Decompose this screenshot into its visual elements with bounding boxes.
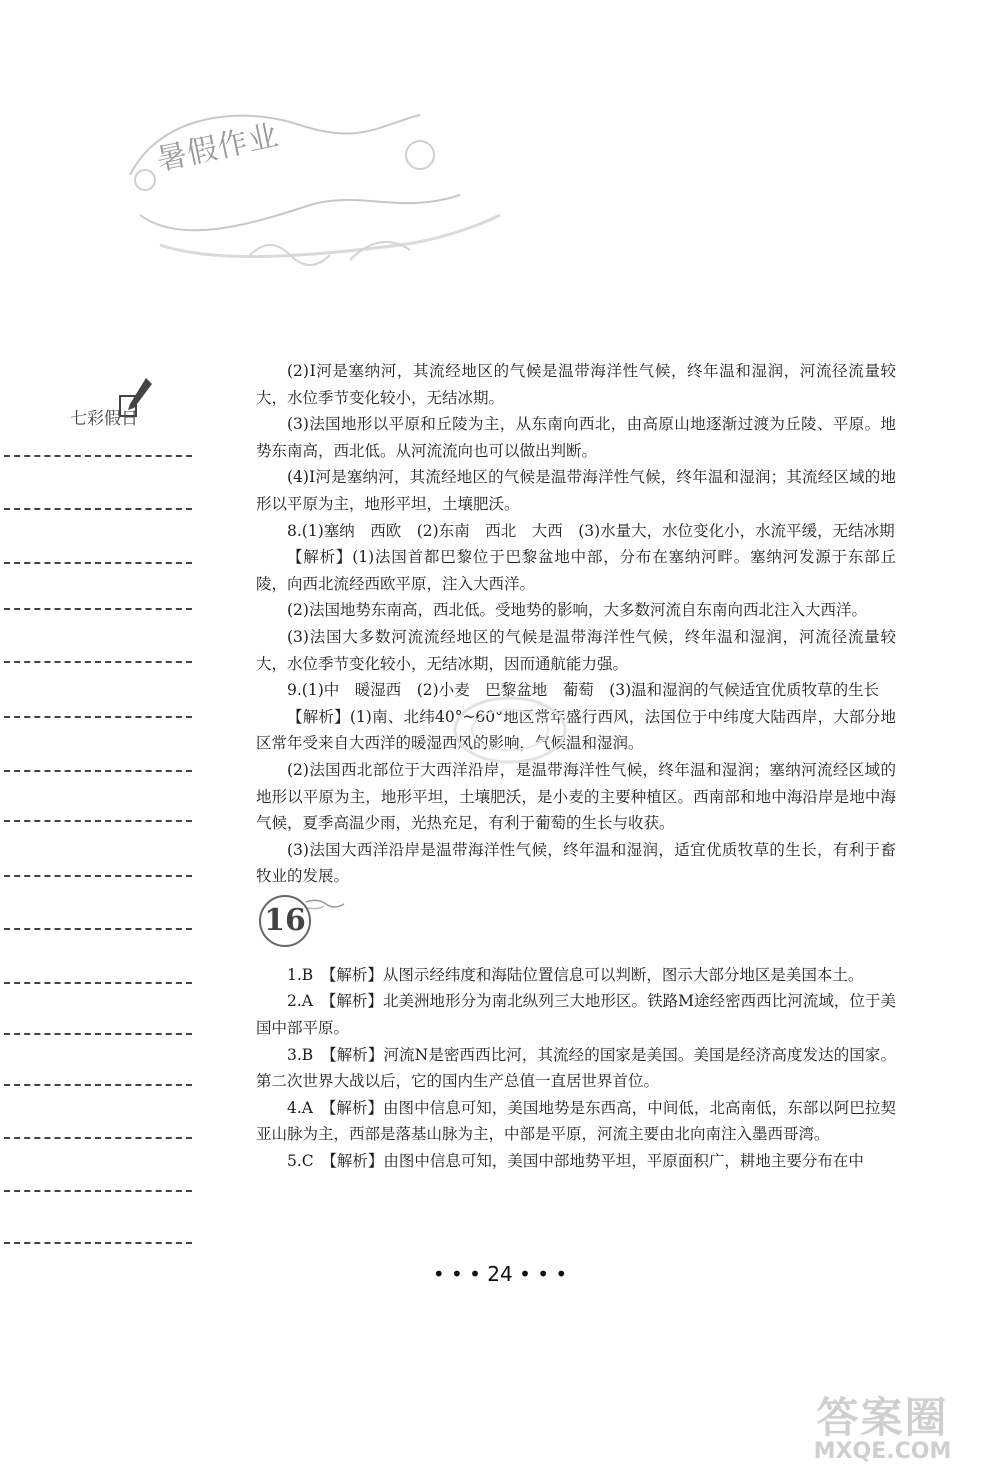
- note-line: [4, 928, 192, 930]
- note-line: [4, 562, 192, 564]
- paragraph: (4)Ⅰ河是塞纳河，其流经地区的气候是温带海洋性气候，终年温和湿润；其流经区域的地形以平原为主，地形平坦，土壤肥沃。: [256, 468, 896, 513]
- note-line: [4, 982, 192, 984]
- watermark-url: MXQE.COM: [813, 1439, 952, 1464]
- stamp-watermark: [445, 690, 575, 770]
- note-line: [4, 820, 192, 822]
- note-line: [4, 1137, 192, 1139]
- paragraph: (3)法国大多数河流流经地区的气候是温带海洋性气候，终年温和湿润，河流径流量较大，水位季节变化较小，无结冰期，因而通航能力强。: [256, 627, 896, 673]
- note-line: [4, 455, 192, 457]
- answer-content: [256, 358, 896, 1175]
- sidebar-logo-text: 七彩假日: [70, 409, 138, 429]
- paragraph: 1.B 【解析】从图示经纬度和海陆位置信息可以判断，图示大部分地区是美国本土。: [287, 965, 864, 984]
- page-number: • • • 24 • • •: [432, 1262, 568, 1286]
- note-line: [4, 770, 192, 772]
- paragraph: 【解析】(1)法国首都巴黎位于巴黎盆地中部，分布在塞纳河畔。塞纳河发源于东部丘陵，向西北流经西欧平原，注入大西洋。: [256, 548, 896, 593]
- banner-title: 暑假作业: [153, 118, 283, 179]
- paragraph: (3)法国地形以平原和丘陵为主，从东南向西北，由高原山地逐渐过渡为丘陵、平原。地势东南高，西北低。从河流流向也可以做出判断。: [256, 415, 896, 460]
- note-line: [4, 608, 192, 610]
- paragraph: (2)法国地势东南高，西北低。受地势的影响，大多数河流自东南向西北注入大西洋。: [287, 601, 867, 620]
- paragraph: 4.A 【解析】由图中信息可知，美国地势是东西高，中间低，北高南低，东部以阿巴拉契亚山脉为主，西部是落基山脉为主，中部是平原，河流主要由北向南注入墨西哥湾。: [256, 1098, 896, 1144]
- paragraph: (2)法国西北部位于大西洋沿岸，是温带海洋性气候，终年温和湿润；塞纳河流经区域的地形以平原为主，地形平坦，土壤肥沃，是小麦的主要种植区。西南部和地中海沿岸是地中海气候，夏季高温少雨，光热充足，有利于葡萄的生长与收获。: [256, 760, 896, 833]
- section-marker: [256, 894, 896, 956]
- note-line: [4, 1033, 192, 1035]
- paragraph: (2)Ⅰ河是塞纳河，其流经地区的气候是温带海洋性气候，终年温和湿润，河流径流量较大，水位季节变化较小，无结冰期。: [256, 362, 896, 407]
- note-line: [4, 508, 192, 510]
- paragraph: 3.B 【解析】河流N是密西西比河，其流经的国家是美国。美国是经济高度发达的国家。第二次世界大战以后，它的国内生产总值一直居世界首位。: [256, 1045, 896, 1091]
- paragraph: 2.A 【解析】北美洲地形分为南北纵列三大地形区。铁路M途经密西西比河流域，位于美国中部平原。: [256, 992, 896, 1038]
- watermark-logo-text: 答案圈: [816, 1393, 949, 1442]
- paragraph: (3)法国大西洋沿岸是温带海洋性气候，终年温和湿润，适宜优质牧草的生长，有利于畜牧业的发展。: [256, 840, 896, 886]
- paragraph: 【解析】(1)南、北纬40°~60°地区常年盛行西风，法国位于中纬度大陆西岸，大部分地区常年受来自大西洋的暖湿西风的影响，气候温和湿润。: [256, 707, 896, 753]
- note-line: [4, 875, 192, 877]
- note-line: [4, 716, 192, 718]
- note-line: [4, 1190, 192, 1192]
- paragraph: 5.C 【解析】由图中信息可知，美国中部地势平坦，平原面积广，耕地主要分布在中: [287, 1152, 864, 1171]
- site-watermark: [770, 1385, 995, 1467]
- note-line: [4, 1084, 192, 1086]
- note-line: [4, 1242, 192, 1244]
- note-lines: [4, 0, 194, 1471]
- section-number: 16: [264, 902, 306, 938]
- paragraph: 9.(1)中 暖湿西 (2)小麦 巴黎盆地 葡萄 (3)温和湿润的气候适宜优质牧草的生长: [287, 681, 880, 700]
- paragraph: 8.(1)塞纳 西欧 (2)东南 西北 大西 (3)水量大，水位变化小，水流平缓，无结冰期: [287, 521, 895, 540]
- note-line: [4, 661, 192, 663]
